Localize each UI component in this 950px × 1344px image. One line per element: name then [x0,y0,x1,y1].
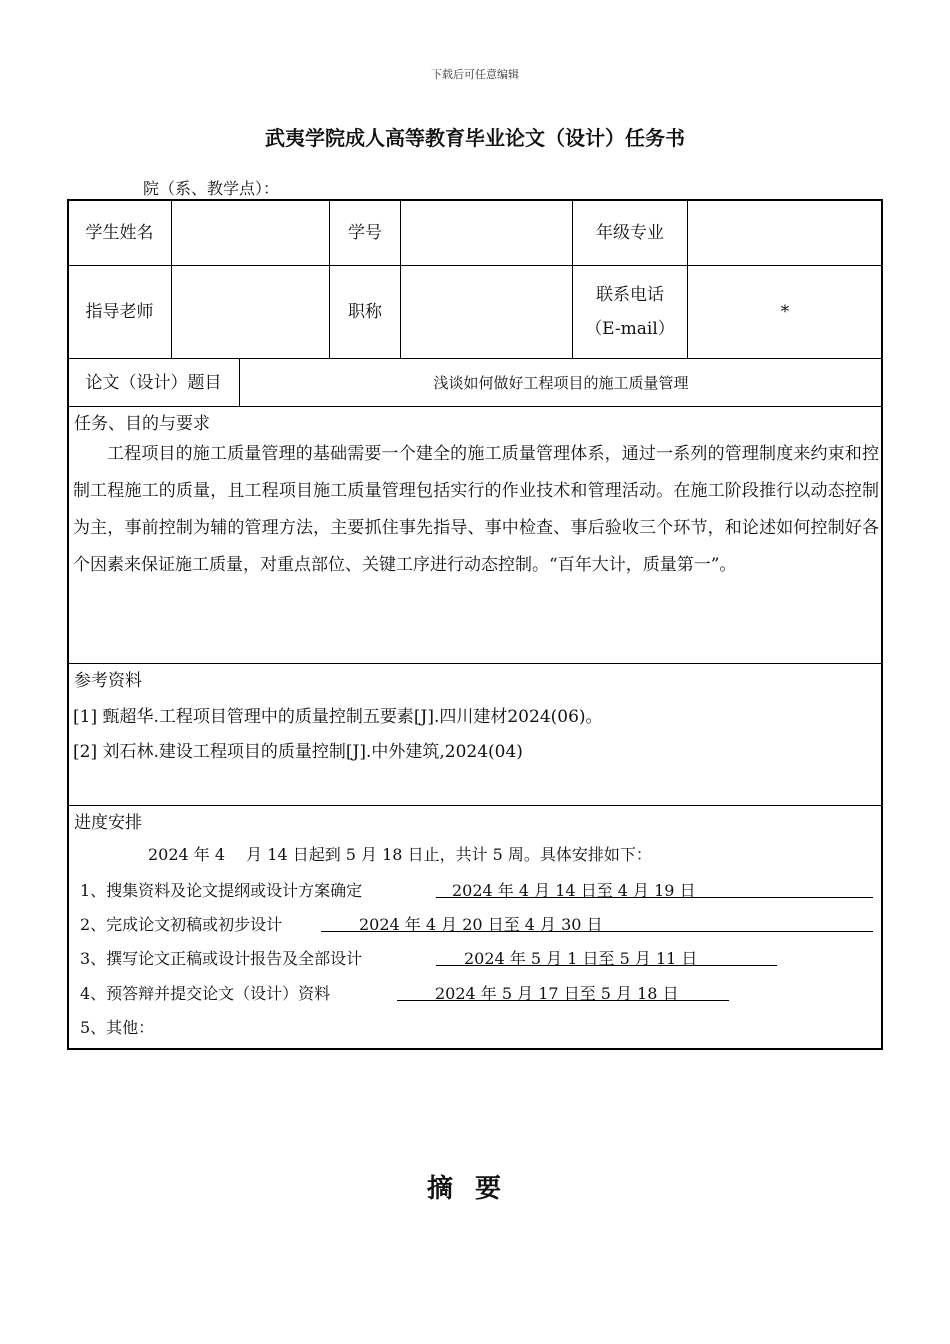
advisor-field[interactable] [172,266,329,358]
schedule-intro: 2024 年 4 月 14 日起到 5 月 18 日止，共计 5 周。具体安排如下： [148,845,652,864]
schedule-item-2-label: 2、完成论文初稿或初步设计 [80,915,283,934]
grade-major-field[interactable] [688,200,882,265]
task-body: 工程项目的施工质量管理的基础需要一个建全的施工质量管理体系，通过一系列的管理制度来约束和控制工程施工的质量，且工程项目施工质量管理包括实行的作业技术和管理活动。在施工阶段推行以动态控制为主，事前控制为辅的管理方法，主要抓住事先指导、事中检查、事后验收三个环节，和论述如何控制好各个因素来保证施工质量，对重点部位、关键工序进行动态控制。“百年大计，质量第一”。 [73,444,879,575]
student-id-field[interactable] [401,200,572,265]
contact-label-phone: 联系电话 [596,285,664,305]
schedule-item-4-label: 4、预答辩并提交论文（设计）资料 [80,984,331,1003]
schedule-item-1-label: 1、搜集资料及论文提纲或设计方案确定 [80,881,363,900]
reference-item-2: [2] 刘石林.建设工程项目的质量控制[J].中外建筑,2024(04) [73,742,523,762]
contact-label [573,266,687,358]
department-label: 院（系、教学点）： [143,179,280,198]
advisor-label: 指导老师 [85,302,154,322]
job-title-field[interactable] [401,266,572,358]
schedule-item-5-label: 5、其他： [80,1018,155,1037]
student-name-label: 学生姓名 [85,222,154,243]
schedule-item-3-value[interactable]: 2024 年 5 月 1 日至 5 月 11 日 [436,946,777,966]
references-heading: 参考资料 [74,671,142,691]
contact-label-email: （E-mail） [585,319,675,339]
contact-field[interactable]: * [780,302,790,322]
schedule-item-2-value[interactable]: 2024 年 4 月 20 日至 4 月 30 日 [321,912,873,932]
schedule-heading: 进度安排 [74,813,142,833]
row-divider [68,663,882,664]
student-id-label: 学号 [348,222,382,243]
reference-item-1: [1] 甄超华.工程项目管理中的质量控制五要素[J].四川建材2024(06)。 [73,707,603,727]
schedule-item-1-value[interactable]: 2024 年 4 月 14 日至 4 月 19 日 [436,878,873,898]
job-title-label: 职称 [348,302,382,322]
grade-major-label: 年级专业 [596,222,664,243]
schedule-item-4-value[interactable]: 2024 年 5 月 17 日至 5 月 18 日 [397,981,729,1001]
schedule-item-3-label: 3、撰写论文正稿或设计报告及全部设计 [80,949,363,968]
page-title: 武夷学院成人高等教育毕业论文（设计）任务书 [265,126,685,150]
row-divider [68,406,882,407]
watermark-text: 下载后可任意编辑 [431,68,519,81]
thesis-title-value[interactable]: 浅谈如何做好工程项目的施工质量管理 [433,373,689,392]
task-heading: 任务、目的与要求 [74,414,210,434]
row-divider [68,805,882,806]
abstract-heading: 摘要 [426,1174,523,1204]
student-name-field[interactable] [172,200,329,265]
thesis-title-label: 论文（设计）题目 [85,372,222,393]
